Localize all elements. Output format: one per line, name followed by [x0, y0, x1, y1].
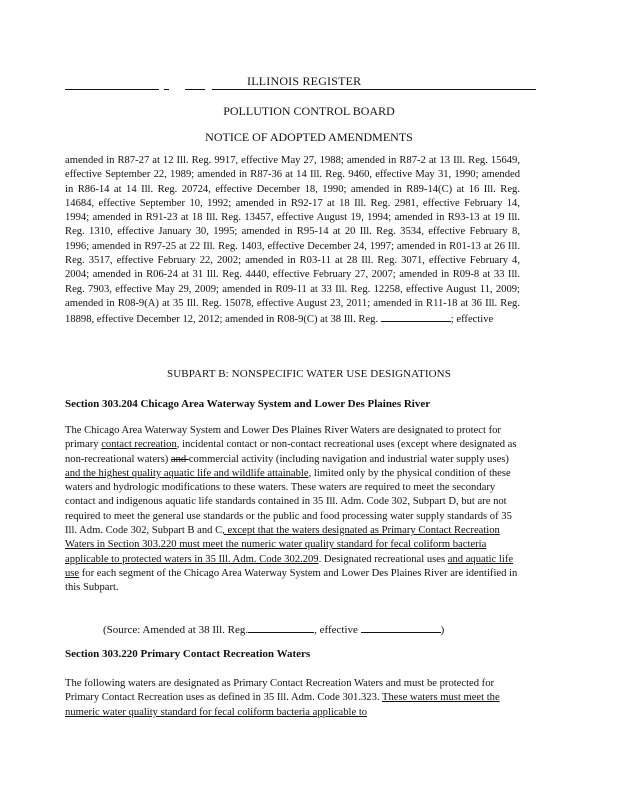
blank-field — [361, 622, 441, 633]
inserted-text: , except that the waters designated as Primary Contact Recreation Waters in Section 303.220 must meet the numeric water quality standard for fecal coliform bacteria applicable to protected waters in 35 Ill. Adm. Code 302.209 — [65, 525, 500, 565]
inserted-text: contact recreation — [101, 439, 177, 451]
board-name: POLLUTION CONTROL BOARD — [223, 104, 395, 118]
subpart-heading: SUBPART B: NONSPECIFIC WATER USE DESIGNATIONS — [167, 368, 451, 380]
source-note: (Source: Amended at 38 Ill. Reg. , effective ) — [103, 624, 445, 636]
history-effective: effective — [456, 314, 494, 326]
section-204-body: The Chicago Area Waterway System and Lower Des Plaines River Waters are designated to protect for primary contact recreation, incidental contact or non-contact recreational uses (except where designated as non-recreational waters) and commercial activity (including navigation and industrial water supply uses) and the highest quality aquatic life and wildlife attainable, limited only by the physical condition of these waters and hydrologic modifications to these waters. These waters are required to meet the secondary contact and indigenous aquatic life standards contained in 35 Ill. Adm. Code 302, Subpart D, but are not required to meet the general use standards or the public and food processing water supply standards of 35 Ill. Adm. Code 302, Subpart B and C, except that the waters designated as Primary Contact Recreation Waters in Section 303.220 must meet the numeric water quality standard for fecal coliform bacteria applicable to protected waters in 35 Ill. Adm. Code 302.209. Designated recreational uses and aquatic life use for each segment of the Chicago Area Waterway System and Lower Des Plaines River are identified in this Subpart. — [65, 425, 518, 594]
blank-field — [248, 622, 314, 633]
section-204-heading: Section 303.204 Chicago Area Waterway System and Lower Des Plaines River — [65, 398, 431, 410]
notice-title: NOTICE OF ADOPTED AMENDMENTS — [205, 130, 413, 144]
deleted-text: and — [170, 453, 189, 465]
inserted-text: These waters must meet the numeric water quality standard for fecal coliform bacteria applicable to — [65, 692, 500, 718]
section-220-body: The following waters are designated as Primary Contact Recreation Waters and must be protected for Primary Contact Recreation uses as defined in 35 Ill. Adm. Code 301.323. These waters must meet the numeric water quality standard for fecal coliform bacteria applicable to — [65, 678, 500, 718]
register-title: ILLINOIS REGISTER — [247, 74, 362, 88]
header-rule-left — [65, 89, 159, 90]
header-rule-right — [212, 89, 536, 90]
header-rule-dash — [164, 89, 169, 90]
header-rule-mid — [185, 89, 205, 90]
history-text: amended in R87-27 at 12 Ill. Reg. 9917, effective May 27, 1988; amended in R87-2 at 13 Ill. Reg. 15649, effective September 22, 1989; amended in R87-36 at 14 Ill. Reg. 9460, effective May 31, 1990; amended in R86-14 at 14 Ill. Reg. 20724, effective December 18, 1990; amended in R89-14(C) at 16 Ill. Reg. 14684, effective September 10, 1992; amended in R92-17 at 18 Ill. Reg. 2981, effective February 14, 1994; amended in R91-23 at 18 Ill. Reg. 13457, effective August 19, 1994; amended in R93-13 at 19 Ill. Reg. 1310, effective January 30, 1995; amended in R95-14 at 20 Ill. Reg. 3534, effective February 8, 1996; amended in R97-25 at 22 Ill. Reg. 1403, effective December 24, 1997; amended in R01-13 at 26 Ill. Reg. 3517, effective February 22, 2002; amended in R03-11 at 28 Ill. Reg. 3071, effective February 4, 2004; amended in R06-24 at 31 Ill. Reg. 4440, effective February 27, 2007; amended in R09-8 at 33 Ill. Reg. 7903, effective May 29, 2009; amended in R09-11 at 33 Ill. Reg. 12258, effective August 11, 2009; amended in R08-9(A) at 35 Ill. Reg. 15078, effective August 23, 2011; amended in R11-18 at 36 Ill. Reg. 18898, effective December 12, 2012; amended in R08-9(C) at 38 Ill. Reg. — [65, 155, 520, 326]
inserted-text: and the highest quality aquatic life and wildlife attainable — [65, 467, 309, 479]
inserted-text: and aquatic life use — [65, 553, 514, 579]
section-220-heading: Section 303.220 Primary Contact Recreation Waters — [65, 648, 311, 660]
amendment-history: amended in R87-27 at 12 Ill. Reg. 9917, effective May 27, 1988; amended in R87-2 at 13 Ill. Reg. 15649, effective September 22, 1989; amended in R87-36 at 14 Ill. Reg. 9460, effective May 31, 1990; amended in R86-14 at 14 Ill. Reg. 20724, effective December 18, 1990; amended in R89-14(C) at 16 Ill. Reg. 14684, effective September 10, 1992; amended in R92-17 at 18 Ill. Reg. 2981, effective February 14, 1994; amended in R91-23 at 18 Ill. Reg. 13457, effective August 19, 1994; amended in R93-13 at 19 Ill. Reg. 1310, effective January 30, 1995; amended in R95-14 at 20 Ill. Reg. 3534, effective February 8, 1996; amended in R97-25 at 22 Ill. Reg. 1403, effective December 24, 1997; amended in R01-13 at 26 Ill. Reg. 3517, effective February 22, 2002; amended in R03-11 at 28 Ill. Reg. 3071, effective February 4, 2004; amended in R06-24 at 31 Ill. Reg. 4440, effective February 27, 2007; amended in R09-8 at 33 Ill. Reg. 7903, effective May 29, 2009; amended in R09-11 at 33 Ill. Reg. 12258, effective August 11, 2009; amended in R08-9(A) at 35 Ill. Reg. 15078, effective August 23, 2011; amended in R11-18 at 36 Ill. Reg. 18898, effective December 12, 2012; amended in R08-9(C) at 38 Ill. Reg. ; effective — [65, 155, 520, 326]
blank-field — [381, 311, 451, 322]
